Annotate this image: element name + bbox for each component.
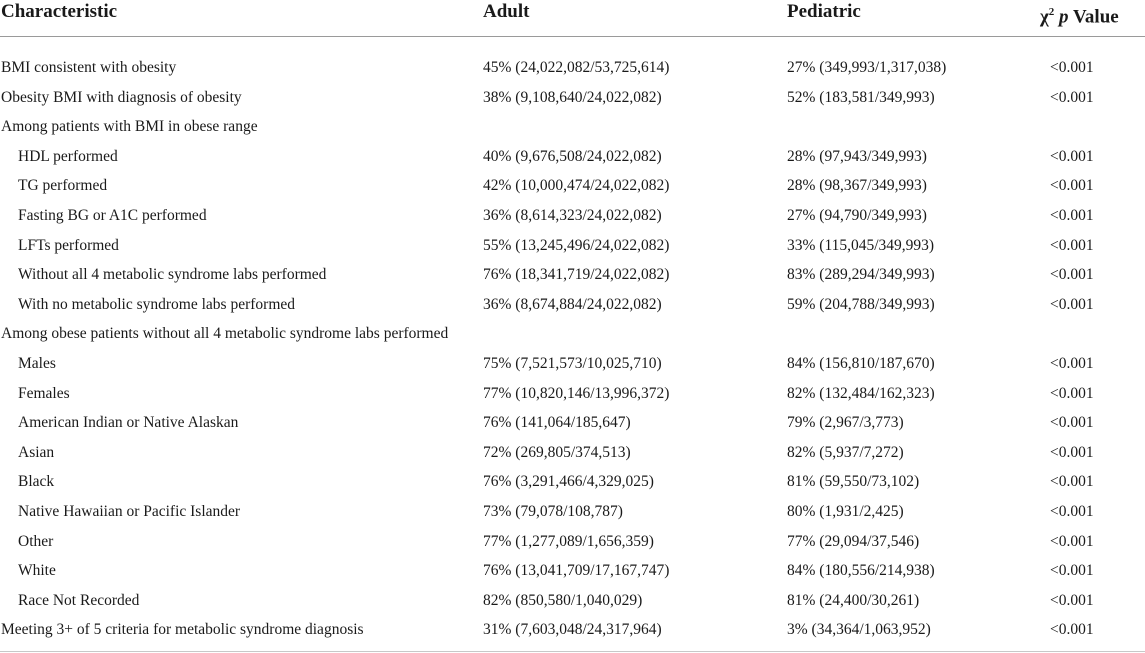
row-pediatric: 82% (132,484/162,323): [787, 384, 935, 402]
row-label: BMI consistent with obesity: [1, 59, 177, 76]
table-row: [0, 200, 1145, 230]
row-pediatric: 27% (94,790/349,993): [787, 206, 927, 224]
header-adult: Adult: [483, 1, 530, 22]
table-row: [0, 141, 1145, 171]
row-pediatric: 81% (24,400/30,261): [787, 591, 920, 609]
row-adult: 73% (79,078/108,787): [483, 502, 623, 520]
row-adult: 45% (24,022,082/53,725,614): [483, 59, 670, 76]
row-p-value: <0.001: [1050, 621, 1094, 639]
row-p-value: <0.001: [1050, 59, 1094, 76]
row-p-value: <0.001: [1050, 295, 1094, 313]
table-header: [0, 0, 1145, 37]
value-word: Value: [1072, 6, 1119, 28]
table-row: [0, 230, 1145, 260]
row-pediatric: 79% (2,967/3,773): [787, 414, 904, 432]
row-adult: 76% (3,291,466/4,329,025): [483, 473, 654, 491]
row-p-value: <0.001: [1050, 532, 1094, 550]
header-p-value: [1040, 0, 1119, 29]
row-label: LFTs performed: [18, 236, 119, 254]
row-p-value: <0.001: [1050, 266, 1094, 284]
row-pediatric: 52% (183,581/349,993): [787, 88, 935, 106]
row-label: White: [18, 562, 56, 580]
table-row: [0, 259, 1145, 289]
row-pediatric: 28% (97,943/349,993): [787, 147, 927, 165]
row-p-value: <0.001: [1050, 88, 1094, 106]
table-row: [0, 407, 1145, 437]
row-pediatric: 33% (115,045/349,993): [787, 236, 935, 254]
row-adult: 76% (13,041,709/17,167,747): [483, 562, 670, 580]
row-pediatric: 3% (34,364/1,063,952): [787, 621, 931, 639]
table-row-section: [0, 111, 1145, 141]
row-p-value: <0.001: [1050, 384, 1094, 402]
row-p-value: <0.001: [1050, 236, 1094, 254]
row-adult: 36% (8,614,323/24,022,082): [483, 206, 662, 224]
row-adult: 76% (141,064/185,647): [483, 414, 631, 432]
row-label: Race Not Recorded: [18, 591, 140, 609]
row-label: Males: [18, 354, 56, 372]
table-row-section: [0, 318, 1145, 348]
row-pediatric: 83% (289,294/349,993): [787, 266, 935, 284]
header-characteristic: Characteristic: [1, 1, 118, 22]
row-p-value: <0.001: [1050, 206, 1094, 224]
row-label: Females: [18, 384, 70, 402]
row-p-value: <0.001: [1050, 473, 1094, 491]
row-adult: 77% (1,277,089/1,656,359): [483, 532, 654, 550]
row-label: Without all 4 metabolic syndrome labs performed: [18, 266, 327, 284]
row-p-value: <0.001: [1050, 354, 1094, 372]
row-p-value: <0.001: [1050, 177, 1094, 195]
table-row: [0, 526, 1145, 556]
row-pediatric: 27% (349,993/1,317,038): [787, 59, 947, 76]
row-adult: 40% (9,676,508/24,022,082): [483, 147, 662, 165]
header-pediatric: Pediatric: [787, 1, 861, 22]
row-label: Obesity BMI with diagnosis of obesity: [1, 88, 242, 106]
row-pediatric: 82% (5,937/7,272): [787, 443, 904, 461]
row-adult: 82% (850,580/1,040,029): [483, 591, 643, 609]
row-pediatric: 84% (156,810/187,670): [787, 354, 935, 372]
p-symbol: p: [1059, 6, 1069, 28]
table-row: [0, 82, 1145, 112]
bottom-rule: [0, 651, 1145, 652]
row-p-value: <0.001: [1050, 502, 1094, 520]
row-p-value: <0.001: [1050, 414, 1094, 432]
table-row: [0, 466, 1145, 496]
row-adult: 36% (8,674,884/24,022,082): [483, 295, 662, 313]
row-pediatric: 80% (1,931/2,425): [787, 502, 904, 520]
row-adult: 72% (269,805/374,513): [483, 443, 631, 461]
row-label: HDL performed: [18, 147, 118, 165]
row-pediatric: 28% (98,367/349,993): [787, 177, 927, 195]
row-adult: 76% (18,341,719/24,022,082): [483, 266, 670, 284]
row-label: TG performed: [18, 177, 108, 195]
row-adult: 38% (9,108,640/24,022,082): [483, 88, 662, 106]
row-pediatric: 81% (59,550/73,102): [787, 473, 920, 491]
row-adult: 55% (13,245,496/24,022,082): [483, 236, 670, 254]
row-label: Fasting BG or A1C performed: [18, 206, 207, 224]
table-row: [0, 555, 1145, 585]
row-pediatric: 77% (29,094/37,546): [787, 532, 920, 550]
row-label: With no metabolic syndrome labs performed: [18, 295, 296, 313]
row-label: Asian: [18, 443, 55, 461]
table-row: [0, 289, 1145, 319]
table-body: [0, 37, 1145, 644]
row-adult: 75% (7,521,573/10,025,710): [483, 354, 662, 372]
row-label: American Indian or Native Alaskan: [18, 414, 239, 432]
table-row: [0, 348, 1145, 378]
row-label: Native Hawaiian or Pacific Islander: [18, 502, 241, 520]
chi-symbol: χ: [1040, 6, 1049, 28]
table-row: [0, 52, 1145, 82]
table-row: [0, 496, 1145, 526]
table-row: [0, 378, 1145, 408]
table-row: [0, 170, 1145, 200]
row-pediatric: 84% (180,556/214,938): [787, 562, 935, 580]
section-label: Among obese patients without all 4 metabolic syndrome labs performed: [1, 325, 449, 343]
row-p-value: <0.001: [1050, 562, 1094, 580]
row-p-value: <0.001: [1050, 147, 1094, 165]
table-row: [0, 614, 1145, 644]
row-p-value: <0.001: [1050, 591, 1094, 609]
table-row: [0, 437, 1145, 467]
row-pediatric: 59% (204,788/349,993): [787, 295, 935, 313]
row-p-value: <0.001: [1050, 443, 1094, 461]
row-label: Black: [18, 473, 55, 491]
table-row: [0, 585, 1145, 615]
row-adult: 42% (10,000,474/24,022,082): [483, 177, 670, 195]
chi-superscript: 2: [1048, 6, 1055, 18]
row-adult: 77% (10,820,146/13,996,372): [483, 384, 670, 402]
row-adult: 31% (7,603,048/24,317,964): [483, 621, 662, 639]
row-label: Other: [18, 532, 54, 550]
section-label: Among patients with BMI in obese range: [1, 118, 258, 136]
row-label: Meeting 3+ of 5 criteria for metabolic syndrome diagnosis: [1, 621, 364, 639]
